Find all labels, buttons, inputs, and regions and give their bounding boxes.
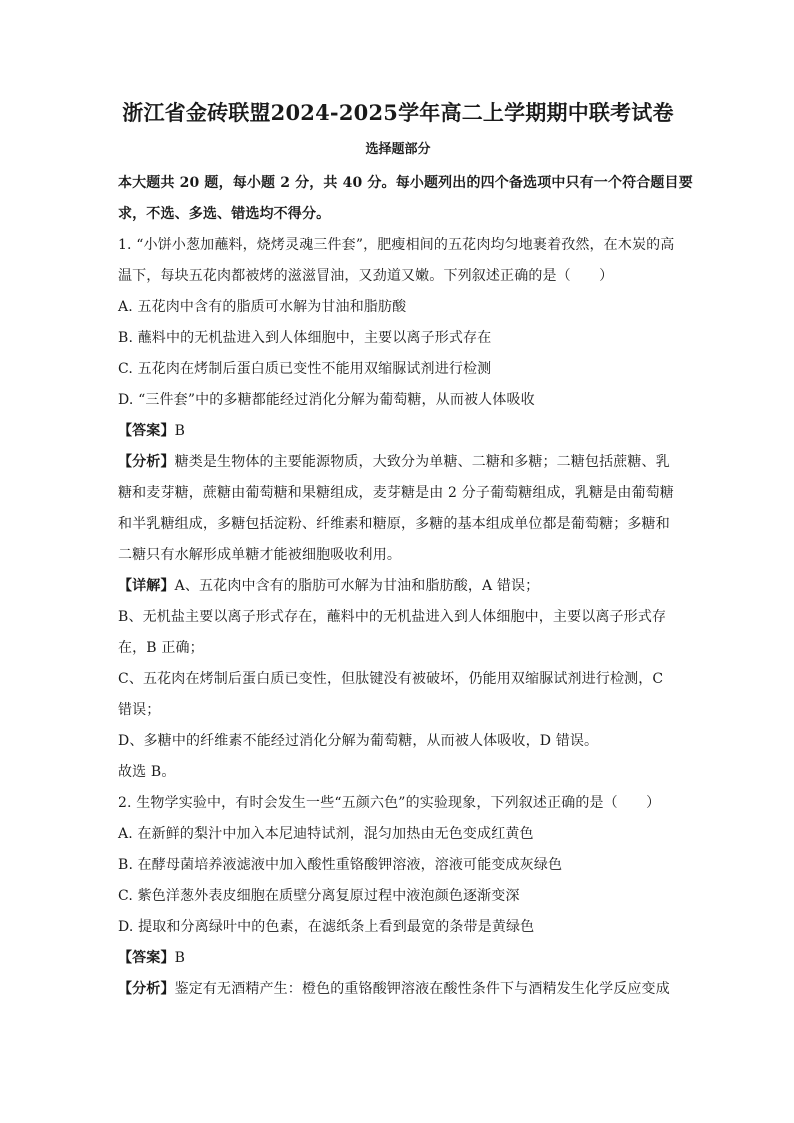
analysis-line bbox=[118, 447, 678, 478]
option-c: C. 紫色洋葱外表皮细胞在质壁分离复原过程中液泡颜色逐渐变深 bbox=[118, 888, 520, 904]
instructions-line: 求，不选、多选、错选均不得分。 bbox=[118, 206, 331, 222]
analysis-line: 糖和麦芽糖，蔗糖由葡萄糖和果糖组成，麦芽糖是由 2 分子葡萄糖组成，乳糖是由葡萄糖 bbox=[118, 485, 674, 501]
question-stem-line: 1. “小饼小葱加蘸料，烧烤灵魂三件套”，肥瘦相间的五花肉均匀地裹着孜然，在木炭的高 bbox=[118, 237, 675, 253]
analysis-text: 鉴定有无酒精产生：橙色的重铬酸钾溶液在酸性条件下与酒精发生化学反应变成 bbox=[174, 981, 670, 997]
analysis-line bbox=[118, 974, 678, 1005]
section-subtitle: 选择题部分 bbox=[365, 142, 431, 157]
analysis-line: 二糖只有水解形成单糖才能被细胞吸收利用。 bbox=[118, 547, 401, 563]
answer-line bbox=[118, 943, 678, 974]
detail-line bbox=[118, 571, 678, 602]
page-title: 浙江省金砖联盟2024-2025学年高二上学期期中联考试卷 bbox=[122, 100, 674, 125]
option-b: B. 在酵母菌培养液滤液中加入酸性重铬酸钾溶液，溶液可能变成灰绿色 bbox=[118, 857, 563, 873]
option-d: D. “三件套”中的多糖都能经过消化分解为葡萄糖，从而被人体吸收 bbox=[118, 392, 535, 408]
analysis-line: 和半乳糖组成，多糖包括淀粉、纤维素和糖原，多糖的基本组成单位都是葡萄糖；多糖和 bbox=[118, 516, 670, 532]
analysis-tag: 【分析】 bbox=[118, 981, 175, 997]
answer-value: B bbox=[174, 950, 186, 966]
option-b: B. 蘸料中的无机盐进入到人体细胞中，主要以离子形式存在 bbox=[118, 330, 492, 346]
detail-tag: 【详解】 bbox=[118, 578, 175, 594]
detail-line: 错误； bbox=[118, 702, 161, 718]
option-a: A. 五花肉中含有的脂质可水解为甘油和脂肪酸 bbox=[118, 299, 407, 315]
detail-line: C、五花肉在烤制后蛋白质已变性，但肽键没有被破坏，仍能用双缩脲试剂进行检测，C bbox=[118, 671, 664, 687]
detail-line: 在，B 正确； bbox=[118, 640, 204, 656]
answer-line bbox=[118, 416, 678, 447]
detail-line: D、多糖中的纤维素不能经过消化分解为葡萄糖，从而被人体吸收，D 错误。 bbox=[118, 733, 599, 749]
option-a: A. 在新鲜的梨汁中加入本尼迪特试剂，混匀加热由无色变成红黄色 bbox=[118, 826, 534, 842]
detail-line: 故选 B。 bbox=[118, 764, 176, 780]
analysis-text: 糖类是生物体的主要能源物质，大致分为单糖、二糖和多糖；二糖包括蔗糖、乳 bbox=[174, 454, 670, 470]
question-2 bbox=[118, 788, 678, 1005]
option-c: C. 五花肉在烤制后蛋白质已变性不能用双缩脲试剂进行检测 bbox=[118, 361, 492, 377]
analysis-tag: 【分析】 bbox=[118, 454, 175, 470]
option-d: D. 提取和分离绿叶中的色素，在滤纸条上看到最宽的条带是黄绿色 bbox=[118, 919, 535, 935]
instructions-line: 本大题共 20 题，每小题 2 分，共 40 分。每小题列出的四个备选项中只有一个符合题目要 bbox=[118, 175, 693, 191]
detail-text: A、五花肉中含有的脂肪可水解为甘油和脂肪酸，A 错误； bbox=[174, 578, 540, 594]
answer-tag: 【答案】 bbox=[118, 423, 175, 439]
question-stem-line: 2. 生物学实验中，有时会发生一些“五颜六色”的实验现象，下列叙述正确的是（ ） bbox=[118, 795, 661, 811]
exam-page bbox=[118, 98, 693, 1005]
question-1 bbox=[118, 230, 678, 788]
question-stem-line: 温下，每块五花肉都被烤的滋滋冒油，又劲道又嫩。下列叙述正确的是（ ） bbox=[118, 268, 614, 284]
answer-tag: 【答案】 bbox=[118, 950, 175, 966]
answer-value: B bbox=[174, 423, 186, 439]
detail-line: B、无机盐主要以离子形式存在，蘸料中的无机盐进入到人体细胞中，主要以离子形式存 bbox=[118, 609, 667, 625]
